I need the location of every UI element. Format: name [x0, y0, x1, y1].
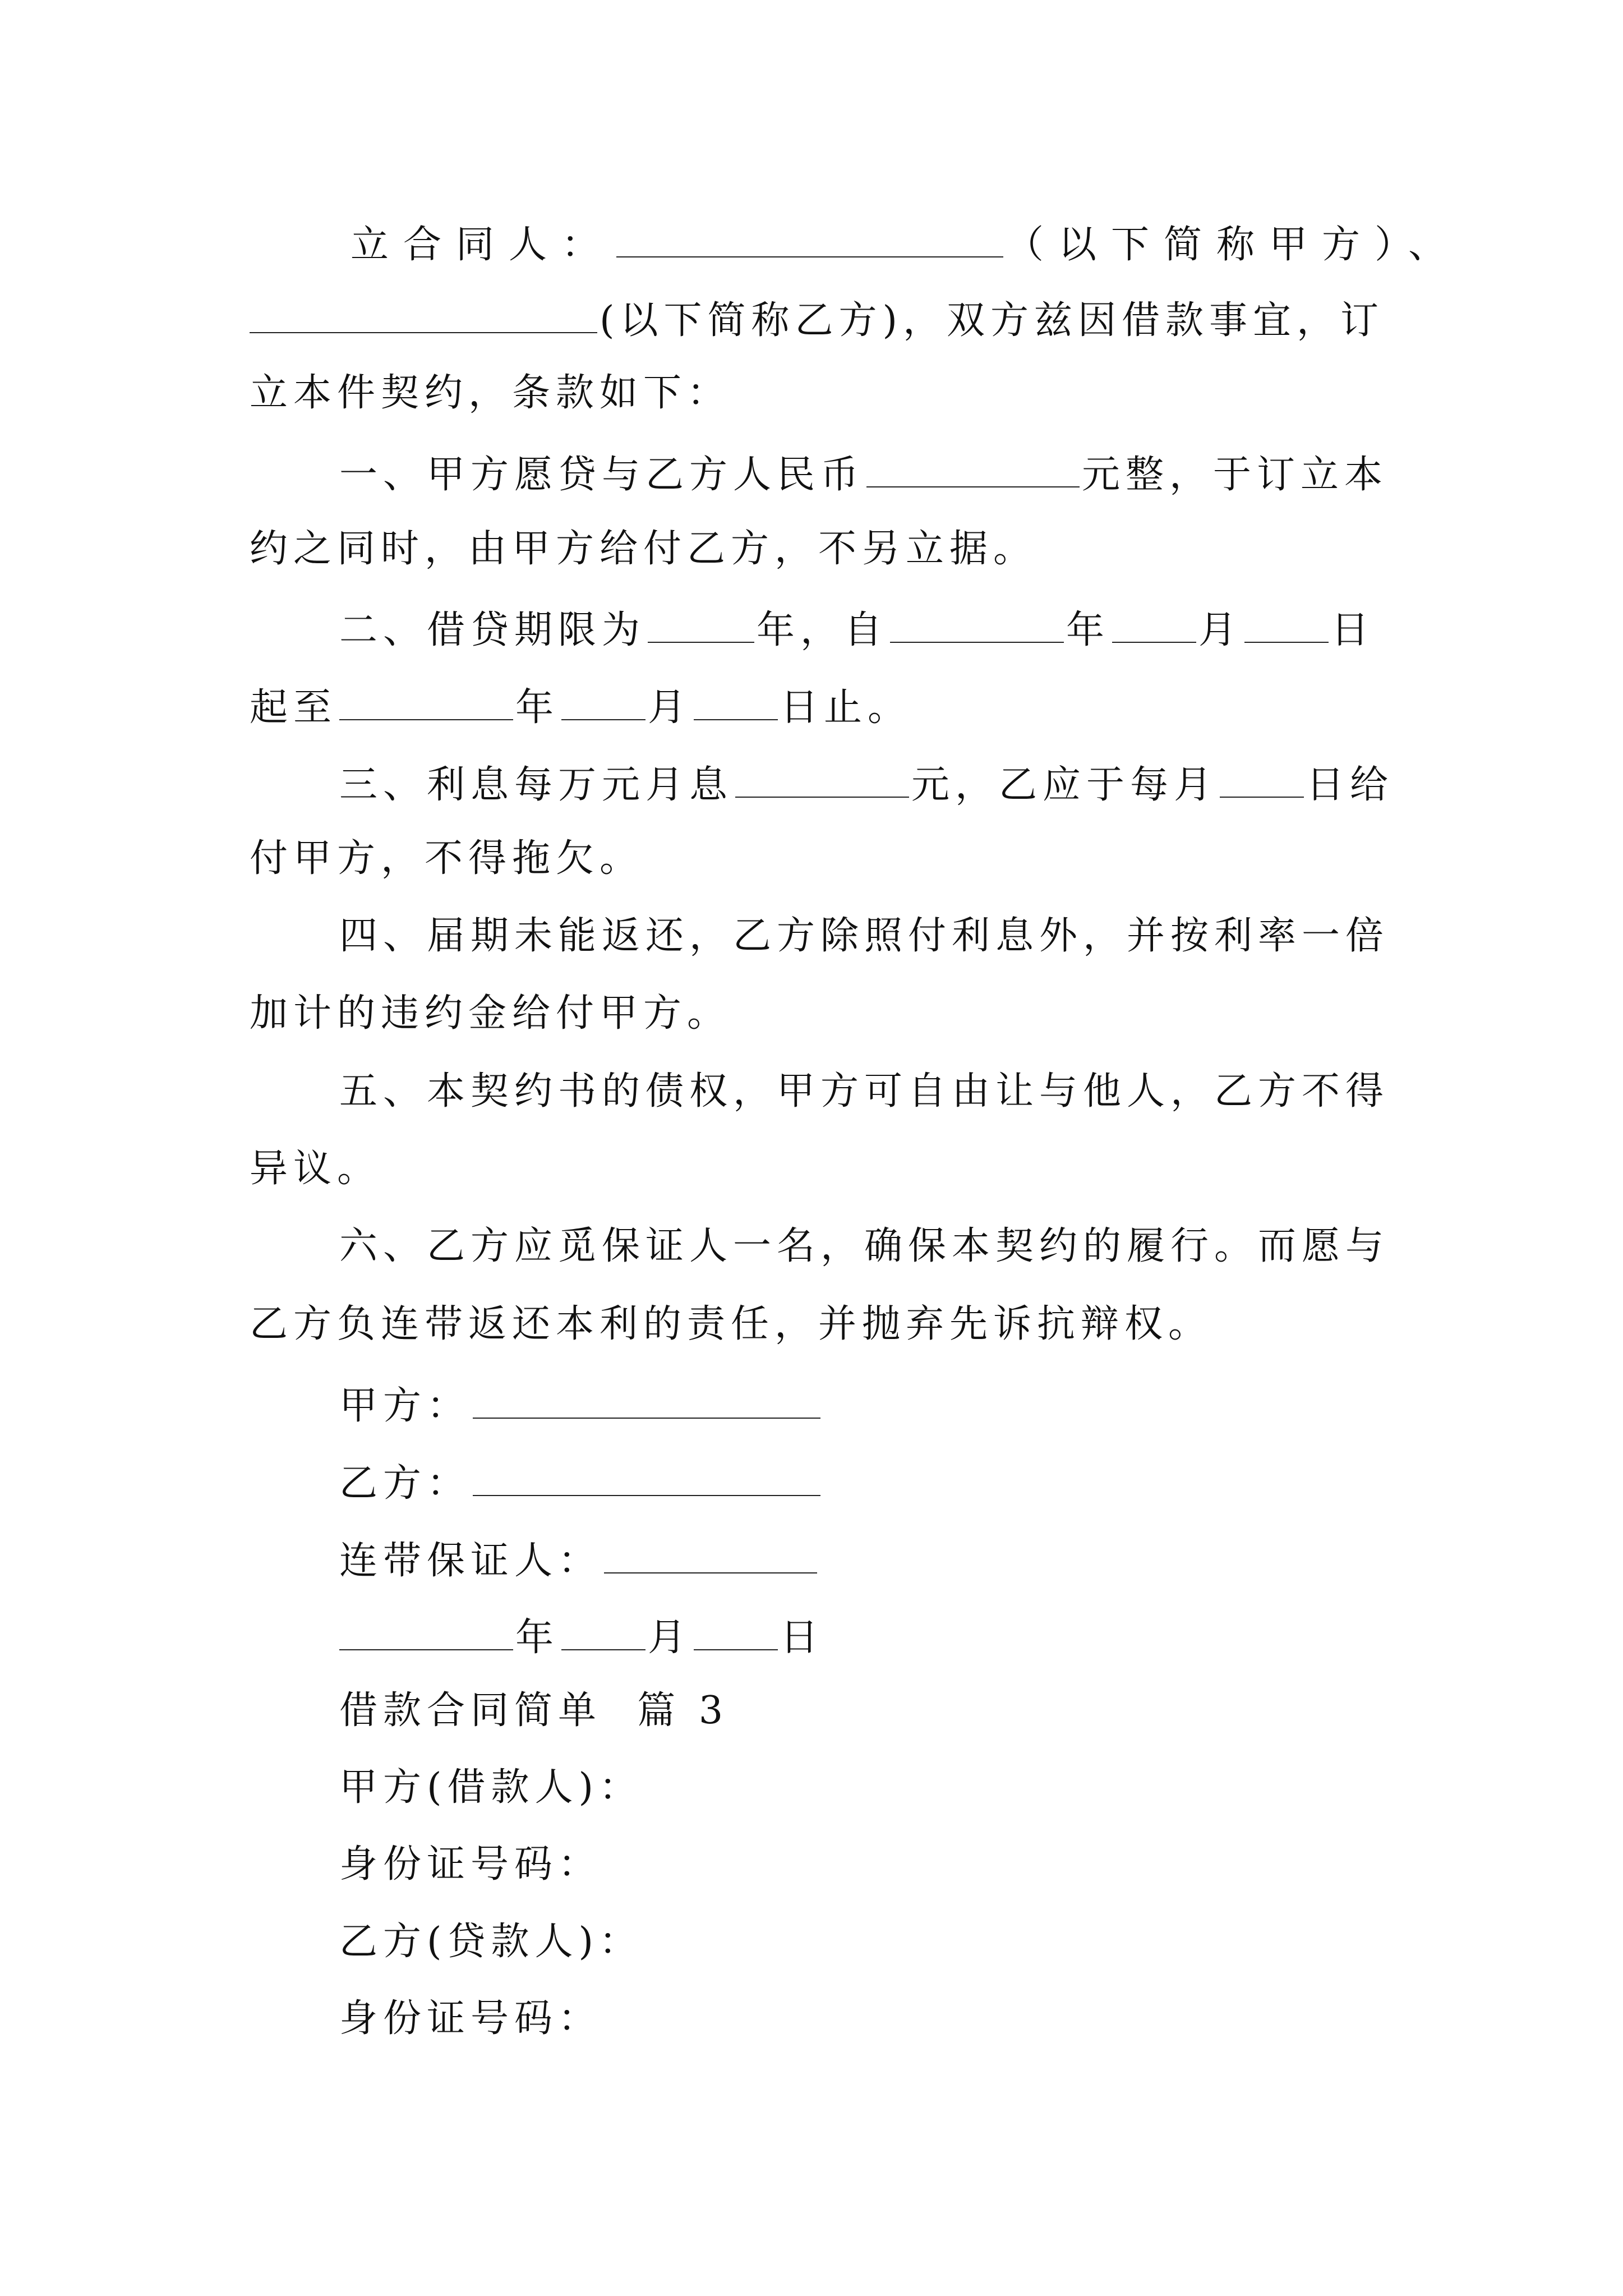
clause-4-line-2 [250, 991, 731, 1036]
amount-blank[interactable] [866, 452, 1080, 487]
party-a-label: 甲方： [339, 1384, 471, 1428]
clause-3-line-2 [250, 836, 644, 881]
intro-party-a-alias: （以下简称甲方）、 [1006, 223, 1461, 267]
payment-day-blank[interactable] [1220, 762, 1304, 798]
party-a-signature-blank[interactable] [473, 1383, 820, 1419]
signature-party-a [339, 1383, 823, 1428]
clause-6-text-end: 乙方负连带返还本利的责任，并抛弃先诉抗辩权。 [250, 1302, 1212, 1346]
clause-2-from: 年，自 [757, 608, 888, 652]
clause-2-text: 二、借贷期限为 [339, 608, 646, 652]
start-year-label: 年 [1066, 608, 1110, 652]
end-day-blank[interactable] [694, 684, 778, 720]
clause-3-text-cont: 元，乙应于每月 [911, 763, 1218, 807]
end-year-label: 年 [515, 685, 560, 730]
guarantor-signature-blank[interactable] [604, 1538, 817, 1573]
intro-text: 立本件契约，条款如下： [250, 371, 731, 415]
clause-5-line-2 [250, 1147, 381, 1191]
party-b-signature-blank[interactable] [473, 1460, 820, 1496]
clause-3-line-1 [339, 762, 1394, 807]
end-day-label: 日止。 [780, 685, 912, 730]
intro-label: 立合同人： [351, 223, 615, 267]
lender-id-label: 身份证号码： [339, 1996, 602, 2041]
start-day-label: 日 [1331, 608, 1375, 652]
party-b-label: 乙方： [339, 1461, 471, 1506]
clause-2-to: 起至 [250, 685, 338, 730]
borrower-label: 甲方(借款人)： [339, 1765, 643, 1810]
clause-2-line-1 [339, 607, 1375, 650]
sign-month-blank[interactable] [561, 1614, 645, 1650]
clause-4-text: 四、届期未能返还，乙方除照付利息外，并按利率一倍 [339, 914, 1390, 958]
signature-party-b [339, 1460, 823, 1506]
clause-1-text-end: 约之同时，由甲方给付乙方，不另立据。 [250, 527, 1038, 571]
intro-line-2 [250, 297, 1385, 343]
section-3-title: 借款合同简单 篇 3 [339, 1688, 729, 1733]
end-year-blank[interactable] [339, 684, 513, 720]
sign-month-label: 月 [648, 1616, 692, 1660]
clause-1-text: 一、甲方愿贷与乙方人民币 [339, 453, 865, 497]
end-month-blank[interactable] [561, 684, 645, 720]
lender-label: 乙方(贷款人)： [339, 1920, 643, 1964]
sign-year-label: 年 [515, 1616, 560, 1660]
sign-day-label: 日 [780, 1616, 824, 1660]
term-years-blank[interactable] [648, 607, 754, 643]
signature-guarantor [339, 1538, 819, 1583]
sign-year-blank[interactable] [339, 1614, 513, 1650]
signature-date [339, 1614, 824, 1660]
clause-6-text: 六、乙方应觅保证人一名，确保本契约的履行。而愿与 [339, 1224, 1390, 1268]
clause-3-text-final: 付甲方，不得拖欠。 [250, 836, 644, 881]
guarantor-label: 连带保证人： [339, 1539, 602, 1583]
start-day-blank[interactable] [1244, 607, 1329, 643]
party-a-blank[interactable] [616, 222, 1003, 257]
borrower-id-label: 身份证号码： [339, 1842, 602, 1887]
start-month-blank[interactable] [1112, 607, 1196, 643]
clause-1-text-cont: 元整，于订立本 [1082, 453, 1389, 497]
clause-1-line-1 [339, 452, 1389, 497]
clause-6-line-2 [250, 1302, 1212, 1346]
sign-day-blank[interactable] [694, 1614, 778, 1650]
clause-4-line-1 [339, 914, 1390, 958]
clause-3-text: 三、利息每万元月息 [339, 763, 734, 807]
clause-4-text-end: 加计的违约金给付甲方。 [250, 991, 731, 1036]
start-year-blank[interactable] [890, 607, 1064, 643]
end-month-label: 月 [648, 685, 692, 730]
party-b-blank[interactable] [250, 297, 597, 333]
clause-3-text-end: 日给 [1306, 763, 1394, 807]
clause-5-text-end: 异议。 [250, 1147, 381, 1191]
intro-line-1 [351, 222, 1461, 267]
clause-2-line-2 [250, 684, 912, 730]
start-month-label: 月 [1198, 608, 1243, 652]
clause-5-line-1 [339, 1069, 1390, 1114]
interest-blank[interactable] [735, 762, 909, 798]
intro-party-b-alias: (以下简称乙方)，双方兹因借款事宜，订 [600, 298, 1385, 343]
intro-line-3 [250, 371, 731, 415]
clause-6-line-1 [339, 1224, 1390, 1268]
clause-5-text: 五、本契约书的债权，甲方可自由让与他人，乙方不得 [339, 1069, 1390, 1114]
clause-1-line-2 [250, 527, 1038, 571]
